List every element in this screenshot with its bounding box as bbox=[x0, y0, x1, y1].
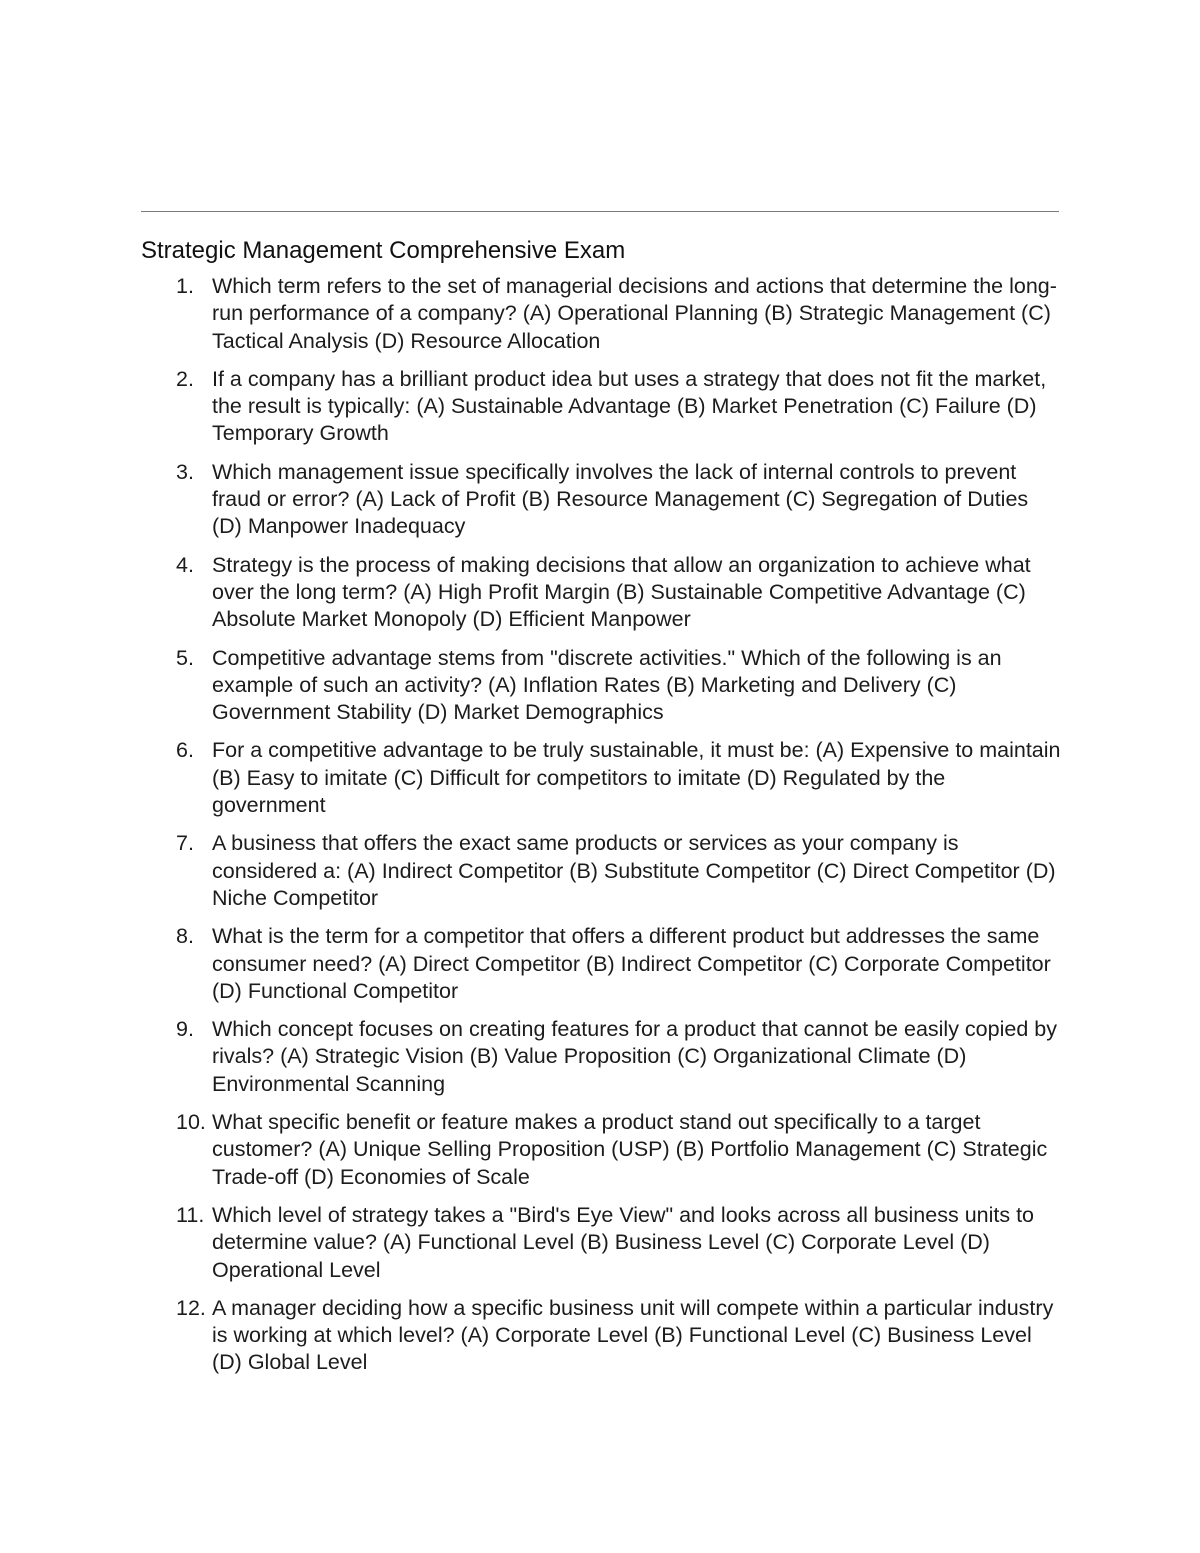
question-text: Which management issue specifically involves the lack of internal controls to prevent fraud or error? (A) Lack of Profit (B) Resource Management (C) Segregation of Duties (D) Manpower Inadequacy bbox=[212, 459, 1029, 539]
question-item bbox=[0, 1109, 1062, 1191]
question-number: 2. bbox=[176, 366, 194, 391]
question-item bbox=[0, 366, 1062, 448]
question-item bbox=[0, 645, 1062, 727]
question-number: 5. bbox=[176, 645, 194, 670]
question-text: If a company has a brilliant product idea but uses a strategy that does not fit the market, the result is typically: (A) Sustainable Advantage (B) Market Penetration (C) Failure (D) Temporary Growth bbox=[212, 366, 1047, 446]
question-text: A manager deciding how a specific business unit will compete within a particular industry is working at which level? (A) Corporate Level (B) Functional Level (C) Business Level (D) Global Level bbox=[212, 1295, 1054, 1375]
question-text: Which level of strategy takes a "Bird's Eye View" and looks across all business units to determine value? (A) Functional Level (B) Business Level (C) Corporate Level (D) Operational Level bbox=[212, 1202, 1035, 1282]
question-text: Which term refers to the set of managerial decisions and actions that determine the long-run performance of a company? (A) Operational Planning (B) Strategic Management (C) Tactical Analysis (D) Resource Allocation bbox=[212, 274, 1057, 353]
question-text: What is the term for a competitor that offers a different product but addresses the same consumer need? (A) Direct Competitor (B) Indirect Competitor (C) Corporate Competitor (D) Functional Competitor bbox=[212, 924, 1051, 1003]
question-text: Which concept focuses on creating features for a product that cannot be easily copied by rivals? (A) Strategic Vision (B) Value Proposition (C) Organizational Climate (D) Environmental Scanning bbox=[212, 1017, 1057, 1096]
question-number: 8. bbox=[176, 924, 194, 949]
question-number: 4. bbox=[176, 552, 194, 577]
question-text: What specific benefit or feature makes a product stand out specifically to a target customer? (A) Unique Selling Proposition (USP) (B) Portfolio Management (C) Strategic Trade-off (D) Economies of Scale bbox=[212, 1110, 1048, 1189]
question-number: 11. bbox=[176, 1202, 205, 1227]
question-text: Competitive advantage stems from "discrete activities." Which of the following is an example of such an activity? (A) Inflation Rates (B) Marketing and Delivery (C) Government Stability (D) Market Demographics bbox=[212, 645, 1002, 725]
question-item bbox=[0, 1202, 1062, 1284]
question-item bbox=[0, 1016, 1062, 1098]
question-item bbox=[0, 1295, 1062, 1377]
question-item bbox=[0, 552, 1062, 634]
question-number: 6. bbox=[176, 738, 194, 763]
question-list bbox=[0, 273, 1200, 1388]
question-number: 9. bbox=[176, 1017, 194, 1042]
question-number: 1. bbox=[176, 274, 194, 298]
question-text: For a competitive advantage to be truly sustainable, it must be: (A) Expensive to maintain (B) Easy to imitate (C) Difficult for competitors to imitate (D) Regulated by the government bbox=[212, 738, 1061, 818]
question-number: 12. bbox=[176, 1295, 206, 1320]
document-title: Strategic Management Comprehensive Exam bbox=[141, 237, 626, 264]
question-text: A business that offers the exact same products or services as your company is considered a: (A) Indirect Competitor (B) Substitute Competitor (C) Direct Competitor (D) Niche Competitor bbox=[212, 831, 1056, 910]
question-item bbox=[0, 273, 1062, 355]
question-item bbox=[0, 737, 1062, 819]
question-item bbox=[0, 923, 1062, 1005]
question-number: 3. bbox=[176, 459, 194, 484]
question-text: Strategy is the process of making decisions that allow an organization to achieve what over the long term? (A) High Profit Margin (B) Sustainable Competitive Advantage (C) Absolute Market Monopoly (D) Efficient Manpower bbox=[212, 552, 1031, 632]
question-number: 7. bbox=[176, 831, 194, 856]
question-item bbox=[0, 459, 1062, 541]
horizontal-divider bbox=[141, 211, 1059, 212]
question-item bbox=[0, 830, 1062, 912]
question-number: 10. bbox=[176, 1110, 206, 1135]
